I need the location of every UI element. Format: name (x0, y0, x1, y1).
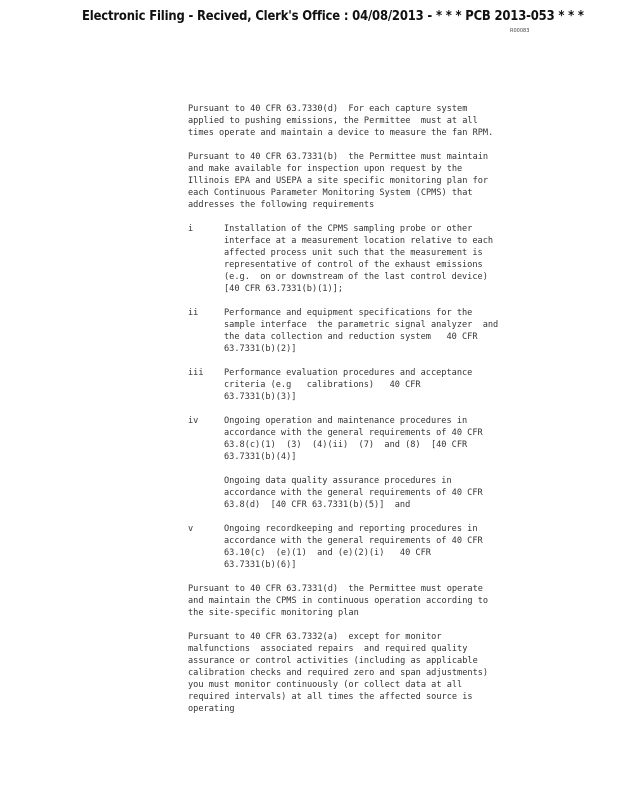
paragraph-fan-rpm: Pursuant to 40 CFR 63.7330(d) For each capture system applied to pushing emissions, the Permittee must at all times operate and maintain a device to measure the fan RPM. (188, 104, 494, 138)
list-item (188, 307, 538, 355)
list-item (188, 523, 538, 571)
list-item (188, 415, 538, 463)
list-marker: iv (188, 416, 199, 426)
paragraph-continuous-operation: Pursuant to 40 CFR 63.7331(d) the Permittee must operate and maintain the CPMS in continuous operation according to the site-specific monitoring plan (188, 584, 489, 618)
list-item-text: Ongoing recordkeeping and reporting procedures in accordance with the general requirements of 40 CFR 63.10(c) (e)(1) and (e)(2)(i) 40 CFR 63.7331(b)(6)] (224, 524, 483, 570)
list-item-text: Ongoing operation and maintenance procedures in accordance with the general requirements of 40 CFR 63.8(c)(1) (3) (4)(ii) (7) and (8) [40 CFR 63.7331(b)(4)] (224, 416, 483, 462)
electronic-filing-stamp: Electronic Filing - Recived, Clerk's Office : 04/08/2013 - * * * PCB 2013-053 * * * (82, 8, 584, 24)
list-marker: v (188, 524, 194, 534)
paragraph-data-quality: Ongoing data quality assurance procedures in accordance with the general requirements of 40 CFR 63.8(d) [40 CFR 63.7331(b)(5)] and (224, 476, 483, 510)
list-marker: ii (188, 308, 199, 318)
list-item (188, 223, 538, 295)
paragraph-monitoring-plan: Pursuant to 40 CFR 63.7331(b) the Permittee must maintain and make available for inspection upon request by the Illinois EPA and USEPA a site specific monitoring plan for each Continuous Parameter Monitoring System (CPMS) that addresses the following requirements (188, 152, 489, 210)
list-marker: iii (188, 368, 204, 378)
document-body (188, 103, 538, 727)
list-item (188, 367, 538, 403)
list-marker: i (188, 224, 194, 234)
paragraph-continuous-monitoring: Pursuant to 40 CFR 63.7332(a) except for monitor malfunctions associated repairs and required quality assurance or control activities (including as applicable calibration checks and required zero and span adjustments) you must monitor continuously (or collect data at all required intervals) at all times the affected source is operating (188, 632, 489, 714)
list-item-text: Installation of the CPMS sampling probe or other interface at a measurement location relative to each affected process unit such that the measurement is representative of control of the exhaust emissions (e.g. on or downstream of the last control device) [40 CFR 63.7331(b)(1)]; (224, 224, 494, 294)
page-number-mark: R00083 (510, 28, 530, 34)
list-item-text: Performance evaluation procedures and acceptance criteria (e.g calibrations) 40 CFR 63.7331(b)(3)] (224, 368, 473, 402)
list-item-text: Performance and equipment specifications for the sample interface the parametric signal analyzer and the data collection and reduction system 40 CFR 63.7331(b)(2)] (224, 308, 499, 354)
